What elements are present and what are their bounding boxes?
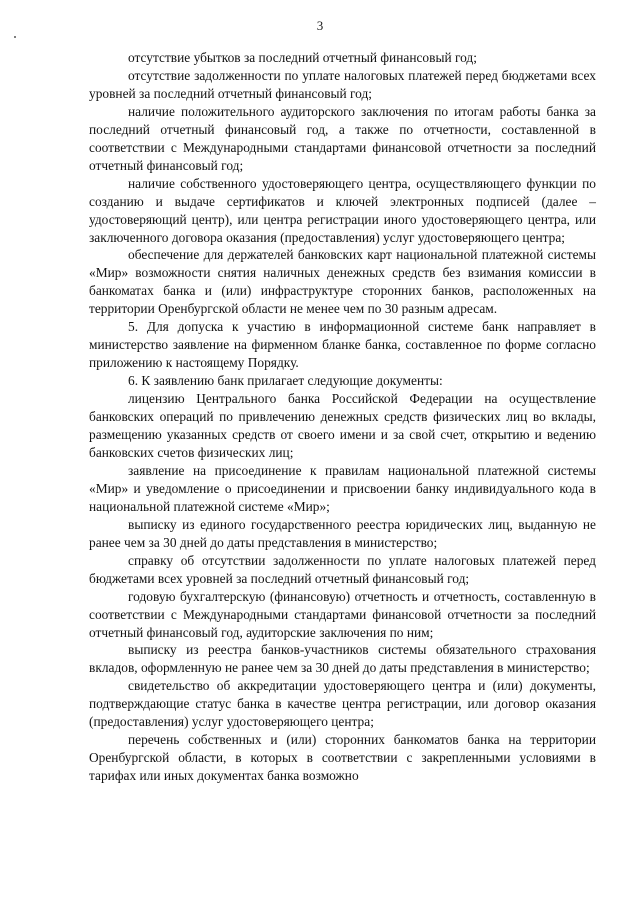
paragraph-deposit-insurance-extract: выписку из реестра банков-участников системы обязательного страхования вкладов, оформленную не ранее чем за 30 дней до даты представления в министерство;	[89, 642, 596, 676]
paragraph-item-5-application: 5. Для допуска к участию в информационной системе банк направляет в министерство заявление на фирменном бланке банка, составленное по форме согласно приложению к настоящему Порядку.	[89, 319, 596, 371]
paragraph-annual-reports: годовую бухгалтерскую (финансовую) отчетность и отчетность, составленную в соответствии с Международными стандартами финансовой отчетности за последний отчетный финансовый год, аудиторские заключения по ним;	[89, 588, 596, 640]
paragraph-item-6-documents: 6. К заявлению банк прилагает следующие документы:	[128, 373, 443, 389]
paragraph-cbr-license: лицензию Центрального банка Российской Федерации на осуществление банковских операций по привлечению денежных средств физических лиц во вклады, размещению указанных средств от своего имени и за свой счет, открытию и ведению банковских счетов физических лиц;	[89, 391, 596, 460]
paragraph-egrul-extract: выписку из единого государственного реестра юридических лиц, выданную не ранее чем за 30 дней до даты представления в министерство;	[89, 516, 596, 550]
paragraph-mir-accession: заявление на присоединение к правилам национальной платежной системы «Мир» и уведомление о присоединении и присвоении банку индивидуального кода в национальной платежной системе «Мир»;	[89, 462, 596, 514]
paragraph-no-tax-debt: отсутствие задолженности по уплате налоговых платежей перед бюджетами всех уровней за последний отчетный финансовый год;	[89, 67, 596, 101]
document-body	[89, 49, 596, 785]
paragraph-tax-certificate: справку об отсутствии задолженности по уплате налоговых платежей перед бюджетами всех уровней за последний отчетный финансовый год;	[89, 552, 596, 586]
page-number: 3	[316, 18, 324, 33]
scan-speck	[14, 36, 16, 38]
paragraph-accreditation-certificate: свидетельство об аккредитации удостоверяющего центра и (или) документы, подтверждающие статус банка в качестве центра регистрации, или договор оказания (предоставления) услуг удостоверяющего центра;	[89, 678, 596, 730]
paragraph-mir-cash-withdrawal: обеспечение для держателей банковских карт национальной платежной системы «Мир» возможности снятия наличных денежных средств без взимания комиссии в банкоматах банка и (или) инфраструктуре сторонних банков, расположенных на территории Оренбургской области не менее чем по 30 разным адресам.	[89, 247, 596, 317]
paragraph-audit-opinion: наличие положительного аудиторского заключения по итогам работы банка за последний отчетный финансовый год, а также по отчетности, составленной в соответствии с Международными стандартами финансовой отчетности за последний отчетный финансовый год;	[89, 103, 596, 173]
paragraph-atm-list: перечень собственных и (или) сторонних банкоматов банка на территории Оренбургской области, в которых в соответствии с закрепленными условиями в тарифах или иных документах банка возможно	[89, 732, 596, 784]
paragraph-certification-center: наличие собственного удостоверяющего центра, осуществляющего функции по созданию и выдаче сертификатов и ключей электронных подписей (далее – удостоверяющий центр), или центра регистрации иного удостоверяющего центра, или заключенного договора оказания (предоставления) услуг удостоверяющего центра;	[89, 175, 596, 245]
paragraph-no-losses: отсутствие убытков за последний отчетный финансовый год;	[128, 50, 477, 65]
